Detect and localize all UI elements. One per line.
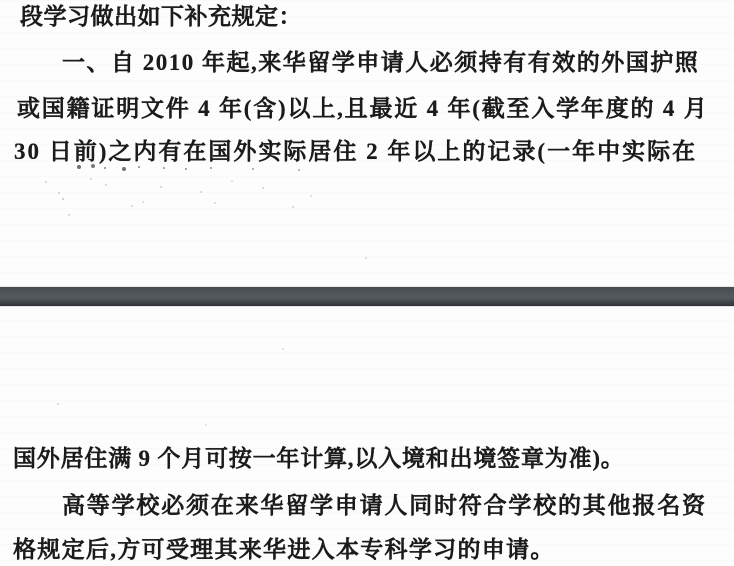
document-text-line: 一、自 2010 年起,来华留学申请人必须持有有效的外国护照 xyxy=(62,50,700,75)
document-text-line: 高等学校必须在来华留学申请人同时符合学校的其他报名资 xyxy=(62,493,707,518)
document-text-line: 段学习做出如下补充规定： xyxy=(20,4,302,29)
page-break-divider-bar xyxy=(0,287,734,306)
document-text-line: 30 日前)之内有在国外实际居住 2 年以上的记录(一年中实际在 xyxy=(14,139,698,164)
document-text-line: 格规定后,方可受理其来华进入本专科学习的申请。 xyxy=(13,537,555,562)
document-text-line: 国外居住满 9 个月可按一年计算,以入境和出境签章为准)。 xyxy=(13,446,625,471)
document-text-line: 或国籍证明文件 4 年(含)以上,且最近 4 年(截至入学年度的 4 月 xyxy=(17,96,709,121)
scan-noise-speckles xyxy=(0,0,2,2)
